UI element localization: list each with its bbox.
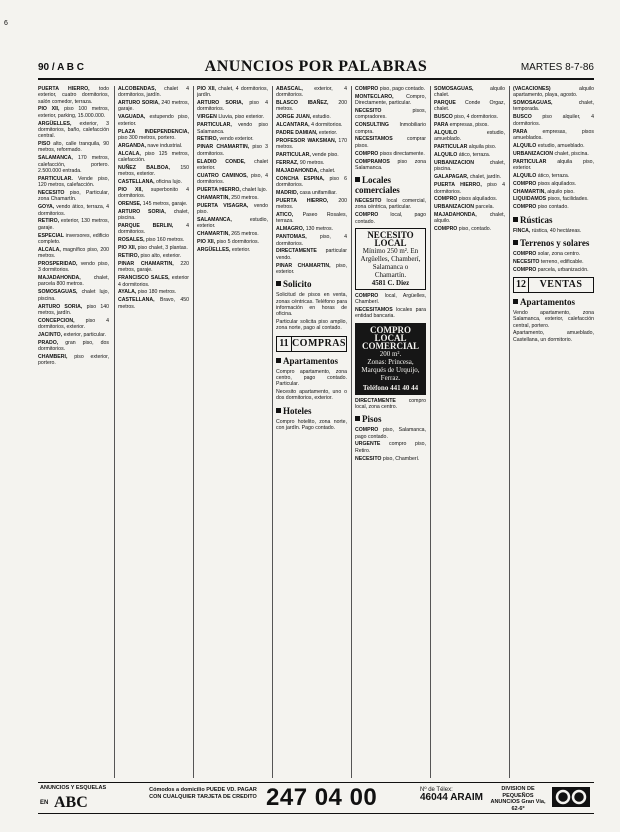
classified-ad: ELADIO CONDE, chalet exterior.	[197, 158, 268, 171]
classified-ad: ALQUILO estudio, amueblado.	[434, 130, 505, 143]
classified-ad: COMPRAMOS piso zona Salamanca.	[355, 158, 426, 171]
section-locales: Locales comerciales	[355, 175, 400, 196]
classified-ad: PUERTA HIERRO, 200 metros.	[276, 197, 347, 211]
classified-ad: PARTICULAR, vendo piso Salamanca.	[197, 122, 268, 135]
newspaper-page	[38, 58, 594, 820]
classified-ad: BUSCO piso, 4 dormitorios.	[434, 114, 499, 121]
classified-ad: PROSPERIDAD, vendo piso, 3 dormitorios.	[38, 260, 109, 274]
classified-ad: SOMOSAGUAS, alquilo chalet.	[434, 86, 505, 99]
square-bullet-icon	[355, 416, 360, 421]
classified-ad: ARTURO SORIA, piso 4 dormitorios.	[197, 100, 268, 113]
ad-column-4: ABASCAL, exterior, 4 dormitorios. BLASCO IBAÑEZ, 200 metros. JORGE JUAN, estudio. ALCANTARA, 4 dormitorios. PADRE DAMIAN, exterior. PROFESOR WAKSMAN, 170 metros. PARTICULAR, vende piso. FERRAZ, 90 metros. MAJADAHONDA, chalet. CONCHA ESPINA, piso 6 dormitorios. MADRID, casa unifamiliar. PUERTA HIERRO, 200 metros. ATICO, Paseo Rosales, terraza. ALMAGRO, 130 metros. PANTOMAS, piso, 4 dormitorios. DIRECTAMENTE particular vendo. PINAR CHAMARTIN, piso, exterior. Solicito Solicitud de pisos en venta, zonas céntricas. Teléfono para información en horas de oficina. Particular solicita piso amplio, zona norte, pago al contado. 11 COMPRAS Apartamentos Compro apartamento, zona centro, pago contado. Particular. Necesito apartamento, uno o dos dormitorios, exterior. Hoteles Compro hotelito, zona norte, con jardín. Pago contado.	[276, 86, 347, 431]
classified-ad: ARTURO SORIA, chalet, piscina.	[118, 208, 189, 222]
ad-column-1	[38, 86, 109, 778]
square-bullet-icon	[276, 408, 281, 413]
classified-ad: ARGÜELLES, exterior.	[197, 246, 251, 253]
ad-column-7: (VACACIONES) alquilo apartamento, playa, agosto. SOMOSAGUAS, chalet, temporada. BUSCO piso alquiler, 4 dormitorios. PARA empresas, pisos amueblados. ALQUILO estudio, amueblado. URBANIZACION chalet, piscina. PARTICULAR alquila piso, exterior. ALQUILO ático, terraza. COMPRO pisos alquilados. CHAMARTIN, alquilo piso. LIQUIDAMOS pisos, facilidades. COMPRO piso contado. Rústicas FINCA, rústica, 40 hectáreas. Terrenos y solares COMPRO solar, zona centro. NECESITO terreno, edificable. COMPRO parcela, urbanización. 12 VENTAS Apartamentos Vendo apartamento, zona Salamanca, exterior, calefacción central, portero. Apartamento, amueblado, Castellana, un dormitorio.	[513, 86, 594, 343]
compro-local-box-ad: COMPRO LOCAL COMERCIAL 200 m². Zonas: Princesa, Marqués de Urquijo, Ferraz. Teléfono 441 40 44	[355, 323, 426, 395]
classified-ad: RETIRO, vendo exterior.	[197, 136, 254, 143]
section-apartamentos: Apartamentos	[276, 356, 347, 366]
classified-ad: NUÑEZ BALBOA, 150 metros, exterior.	[118, 164, 189, 178]
ad-column-2	[118, 86, 189, 778]
classified-ad: ARGÜELLES, exterior, 3 dormitorios, baño, calefacción central.	[38, 120, 109, 140]
classified-ad: RETIRO, exterior, 130 metros, garaje.	[38, 218, 109, 231]
classified-ad: MAJADAHONDA, chalet, parcela 800 metros.	[38, 275, 109, 288]
classified-ad: PADRE DAMIAN, exterior.	[276, 130, 338, 137]
classified-ad: ESPECIAL inversores, edificio completo.	[38, 232, 109, 245]
classified-ad: FERRAZ, 90 metros.	[276, 160, 325, 167]
footer-telex: Nº de Télex: 46044 ARAIM	[420, 787, 483, 803]
page-title: ANUNCIOS POR PALABRAS	[204, 58, 428, 75]
classified-ad: ATICO, Paseo Rosales, terraza.	[276, 212, 347, 225]
classified-ad: ARTURO SORIA, 240 metros, garaje.	[118, 100, 189, 113]
compras-section-tag: 11 COMPRAS	[276, 336, 347, 352]
classified-ad: PUERTA VISAGRA, vendo piso.	[197, 202, 268, 215]
classified-ad: PRADO, gran piso, dos dormitorios.	[38, 339, 109, 353]
classified-ad: CONCHA ESPINA, piso 6 dormitorios.	[276, 175, 347, 189]
classified-ad: PIO XII, chalet, 4 dormitorios, jardín.	[197, 86, 268, 99]
classified-ad: ALCALA, piso 125 metros, calefacción.	[118, 150, 189, 163]
classified-ad: PARQUE Conde Orgaz, chalet.	[434, 100, 505, 113]
classified-ad: CASTELLANA, oficina lujo.	[118, 179, 182, 186]
classified-ad: ALMAGRO, 130 metros.	[276, 226, 334, 233]
footer-phone-number: 247 04 00	[266, 784, 378, 811]
classified-ad: CASTELLANA, Bravo, 450 metros.	[118, 297, 189, 310]
classified-ad: SALAMANCA, 170 metros, calefacción, portero. 2.500.000 entrada.	[38, 155, 109, 174]
square-bullet-icon	[276, 281, 281, 286]
classified-ad: SALAMANCA, estudio, exterior.	[197, 216, 268, 230]
classified-ad: ALCALA, magnífico piso, 200 metros.	[38, 246, 109, 260]
classified-ad: CONCEPCION, piso 4 dormitorios, exterior.	[38, 317, 109, 330]
classified-ad: ARTURO SORIA, piso 140 metros, jardín.	[38, 303, 109, 316]
classified-ad: ALCANTARA, 4 dormitorios.	[276, 122, 343, 129]
classified-ad: PISO alto, calle tranquila, 90 metros, reformado.	[38, 141, 109, 154]
classified-ad: NECESITO piso, Particular, zona Chamartín.	[38, 190, 109, 203]
section-rusticas: Rústicas	[513, 215, 594, 225]
section-pisos: Pisos	[355, 414, 426, 424]
footer-payment-text: Cómodos a domicilio PUEDE VD. PAGAR CON CUALQUIER TARJETA DE CREDITO	[149, 787, 257, 800]
classified-ad: VIRGEN Lluvia, piso exterior.	[197, 114, 265, 121]
page-header	[38, 58, 594, 80]
classified-ad: PUERTA HIERRO, todo exterior, cuatro dormitorios, salón comedor, terraza.	[38, 86, 109, 105]
section-solicito: Solicito	[276, 279, 347, 289]
classified-ad: PIO XII, piso 100 metros, exterior, parking, 15.000.000.	[38, 106, 109, 119]
classified-ad: ARGANDA, nave industrial.	[118, 142, 183, 149]
classified-ad: CHAMARTIN, 250 metros.	[197, 194, 259, 201]
abc-logo: ABC	[54, 794, 88, 811]
classified-ad: PARTICULAR. Vende piso, 120 metros, calefacción.	[38, 175, 109, 189]
classified-ad: BLASCO IBAÑEZ, 200 metros.	[276, 100, 347, 113]
square-bullet-icon	[355, 177, 360, 182]
classified-ad: CHAMBERI, piso exterior, portero.	[38, 353, 109, 367]
classified-ad: URBANIZACION chalet, piscina.	[434, 160, 505, 173]
ad-column-3	[197, 86, 268, 778]
ad-columns	[38, 86, 594, 778]
column-divider	[351, 86, 352, 778]
column-divider	[509, 86, 510, 778]
classified-ad: PINAR CHAMARTIN, piso 3 dormitorios.	[197, 144, 268, 157]
classified-ad: JACINTO, exterior, particular.	[38, 331, 106, 338]
classified-ad: NECESITO pisos, compradores.	[355, 108, 426, 121]
column-divider	[114, 86, 115, 778]
column-divider	[193, 86, 194, 778]
classified-ad: PROFESOR WAKSMAN, 170 metros.	[276, 138, 347, 151]
classified-ad: ROSALES, piso 160 metros.	[118, 237, 185, 244]
footer-ads-label: ANUNCIOS Y ESQUELAS	[40, 785, 107, 791]
classified-ad: PARA empresas, pisos.	[434, 122, 489, 129]
classified-ad: PUERTA HIERRO, piso 4 dormitorios.	[434, 182, 505, 195]
necesito-local-box-ad: NECESITO LOCAL Mínimo 250 m². En Argüelles, Chamberí, Salamanca o Chamartín. 4581 C. Diez	[355, 228, 426, 290]
classified-ad: PIO XII, piso 5 dormitorios.	[197, 238, 259, 245]
classified-ad: ALQUILO ático, terraza.	[434, 152, 491, 159]
classified-ad: COMPRO piso, pago contado.	[355, 86, 426, 92]
section-apartamentos-2: Apartamentos	[513, 297, 594, 307]
section-terrenos: Terrenos y solares	[513, 238, 594, 248]
classified-ad: AYALA, piso 180 metros.	[118, 289, 177, 296]
classified-ad: CUATRO CAMINOS, piso, 4 dormitorios.	[197, 172, 268, 186]
page-date: MARTES 8-7-86	[520, 62, 594, 73]
classified-ad: PANTOMAS, piso, 4 dormitorios.	[276, 234, 347, 247]
classified-ad: GOYA, vendo ático, terraza, 4 dormitorios.	[38, 204, 109, 217]
square-bullet-icon	[513, 299, 518, 304]
classified-ad: ABASCAL, exterior, 4 dormitorios.	[276, 86, 347, 99]
classified-ad: CONSULTING Inmobiliario compra.	[355, 122, 426, 135]
classified-ad: PINAR CHAMARTIN, piso, exterior.	[276, 262, 347, 275]
classified-ad: PARTICULAR alquila piso.	[434, 144, 497, 151]
classified-ad: CHAMARTIN, 265 metros.	[197, 231, 259, 238]
classified-ad: PIO XII, superbonito 4 dormitorios.	[118, 186, 189, 200]
ad-column-6	[434, 86, 505, 778]
footer-banner	[38, 782, 594, 814]
column-divider	[430, 86, 431, 778]
classified-ad: PINAR CHAMARTIN, 220 metros, garaje.	[118, 261, 189, 274]
classified-ad: FRANCISCO SALES, exterior 4 dormitorios.	[118, 275, 189, 288]
classified-ad: MAJADAHONDA, chalet.	[276, 168, 336, 175]
classified-ad: JORGE JUAN, estudio.	[276, 114, 331, 121]
square-bullet-icon	[513, 240, 518, 245]
classified-ad: PUERTA HIERRO, chalet lujo.	[197, 186, 268, 193]
classified-ad: PIO XII, piso chalet, 3 plantas.	[118, 245, 188, 252]
classified-ad: GALAPAGAR, chalet, jardín.	[434, 174, 502, 181]
classified-ad: RETIRO, piso alto, exterior.	[118, 253, 182, 260]
footer-division: DIVISION DE PEQUEÑOS ANUNCIOS Gran Vía, 62-6º	[490, 786, 546, 812]
araim-logo-icon	[552, 787, 590, 807]
section-hoteles: Hoteles	[276, 406, 347, 416]
classified-ad: ORENSE, 145 metros, garaje.	[118, 201, 188, 208]
ventas-section-tag: 12 VENTAS	[513, 277, 594, 293]
classified-ad: COMPRO pisos alquilados.	[434, 196, 498, 203]
classified-ad: DIRECTAMENTE particular vendo.	[276, 248, 347, 261]
page-number: 90 / A B C	[38, 62, 84, 73]
classified-ad: COMPRO piso, contado.	[434, 226, 492, 233]
classified-ad: PLAZA INDEPENDENCIA, piso 300 metros, portero.	[118, 128, 189, 141]
square-bullet-icon	[513, 217, 518, 222]
ad-column-5: COMPRO piso, pago contado. MONTECLARO, Compro, Directamente, particular. NECESITO pisos, compradores. CONSULTING Inmobiliario compra. NECESITAMOS comprar pisos. COMPRO pisos directamente. COMPRAMOS piso zona Salamanca. Locales comerciales NECESITO local comercial, zona céntrica, particular. COMPRO local, pago contado. NECESITO LOCAL Mínimo 250 m². En Argüelles, Chamberí, Salamanca o Chamartín. 4581 C. Diez COMPRO local, Argüelles, Chamberí. NECESITAMOS locales para entidad bancaria. COMPRO LOCAL COMERCIAL 200 m². Zonas: Princesa, Marqués de Urquijo, Ferraz. Teléfono 441 40 44 DIRECTAMENTE compro local, zona centro. Pisos COMPRO piso, Salamanca, pago contado. URGENTE compro piso, Retiro. NECESITO piso, Chamberí.	[355, 86, 426, 462]
classified-ad: MADRID, casa unifamiliar.	[276, 190, 337, 197]
classified-ad: ALCOBENDAS, chalet 4 dormitorios, jardín.	[118, 86, 189, 99]
classified-ad: MAJADAHONDA, chalet, alquilo.	[434, 212, 505, 225]
footer-en-label: EN	[40, 800, 49, 806]
classified-ad: MONTECLARO, Compro, Directamente, particular.	[355, 93, 426, 107]
classified-ad: PARTICULAR, vende piso.	[276, 152, 339, 159]
square-bullet-icon	[276, 358, 281, 363]
column-divider	[272, 86, 273, 778]
classified-ad: COMPRO pisos directamente.	[355, 150, 425, 157]
classified-ad: NECESITAMOS comprar pisos.	[355, 136, 426, 149]
classified-ad: URBANIZACION parcela.	[434, 204, 494, 211]
corner-mark: 6	[4, 20, 8, 27]
classified-ad: PARQUE BERLIN, 4 dormitorios.	[118, 223, 189, 236]
classified-ad: SOMOSAGUAS, chalet lujo, piscina.	[38, 289, 109, 302]
classified-ad: VAGUADA, estupendo piso, exterior.	[118, 114, 189, 127]
